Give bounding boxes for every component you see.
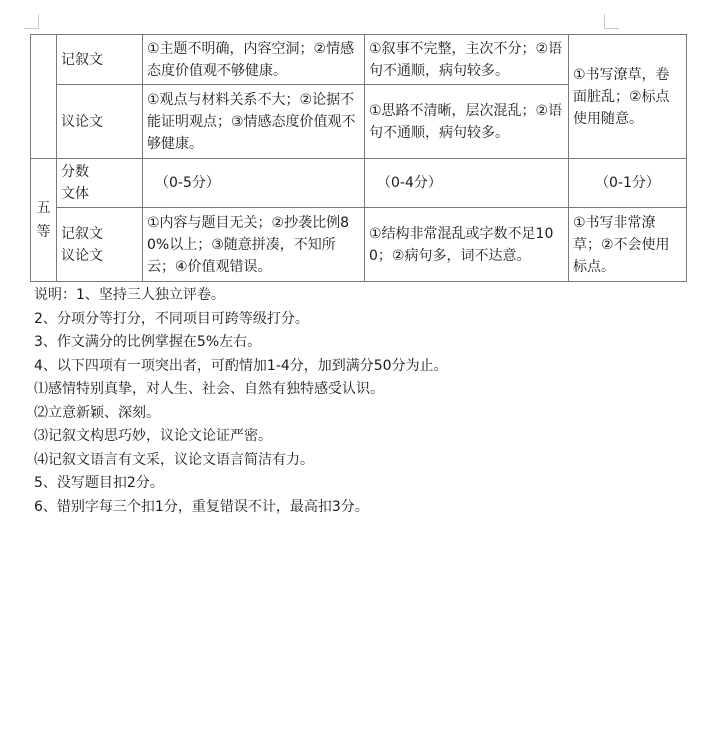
essay-type-argumentative: 议论文	[57, 85, 143, 159]
note-line: ⑷记叙文语言有文采，议论文语言简洁有力。	[34, 451, 314, 468]
table-row	[31, 159, 687, 208]
expression-criteria: ①结构非常混乱或字数不足100；②病句多，词不达意。	[365, 208, 569, 282]
note-line: 3、作文满分的比例掌握在5%左右。	[34, 334, 262, 350]
level-5-label: 五等	[31, 159, 57, 282]
crop-mark-right	[604, 14, 619, 29]
note-line: 4、以下四项有一项突出者，可酌情加1-4分，加到满分50分为止。	[34, 357, 448, 374]
score-writing: （0-1分）	[569, 159, 687, 208]
writing-criteria: ①书写非常潦草；②不会使用标点。	[569, 208, 687, 282]
note-line: ⑴感情特别真挚，对人生、社会、自然有独特感受认识。	[34, 381, 384, 397]
content-criteria: ①主题不明确，内容空洞；②情感态度价值观不够健康。	[143, 35, 365, 85]
notes-list	[34, 284, 448, 519]
content-criteria: ①观点与材料关系不大；②论据不能证明观点；③情感态度价值观不够健康。	[143, 85, 365, 159]
essay-type-narrative: 记叙文	[57, 35, 143, 85]
table-row	[31, 208, 687, 282]
expression-criteria: ①叙事不完整，主次不分；②语句不通顺，病句较多。	[365, 35, 569, 85]
note-line: 6、错别字每三个扣1分，重复错误不计，最高扣3分。	[34, 498, 369, 515]
note-line: 5、没写题目扣2分。	[34, 475, 164, 491]
writing-criteria: ①书写潦草，卷面脏乱；②标点使用随意。	[569, 35, 687, 159]
note-line: 说明：1、坚持三人独立评卷。	[34, 287, 225, 303]
note-line: ⑶记叙文构思巧妙，议论文论证严密。	[34, 428, 272, 444]
table-row	[31, 35, 687, 85]
score-content: （0-5分）	[143, 159, 365, 208]
level-4-cell	[31, 35, 57, 159]
score-expression: （0-4分）	[365, 159, 569, 208]
essay-type-both: 记叙文 议论文	[57, 208, 143, 282]
note-line: 2、分项分等打分，不同项目可跨等级打分。	[34, 310, 309, 327]
note-line: ⑵立意新颖、深刻。	[34, 404, 160, 421]
content-criteria: ①内容与题目无关；②抄袭比例80%以上；③随意拼凑，不知所云；④价值观错误。	[143, 208, 365, 282]
grading-table	[30, 34, 687, 282]
crop-mark-left	[24, 14, 39, 29]
score-header: 分数 文体	[57, 159, 143, 208]
expression-criteria: ①思路不清晰，层次混乱；②语句不通顺，病句较多。	[365, 85, 569, 159]
